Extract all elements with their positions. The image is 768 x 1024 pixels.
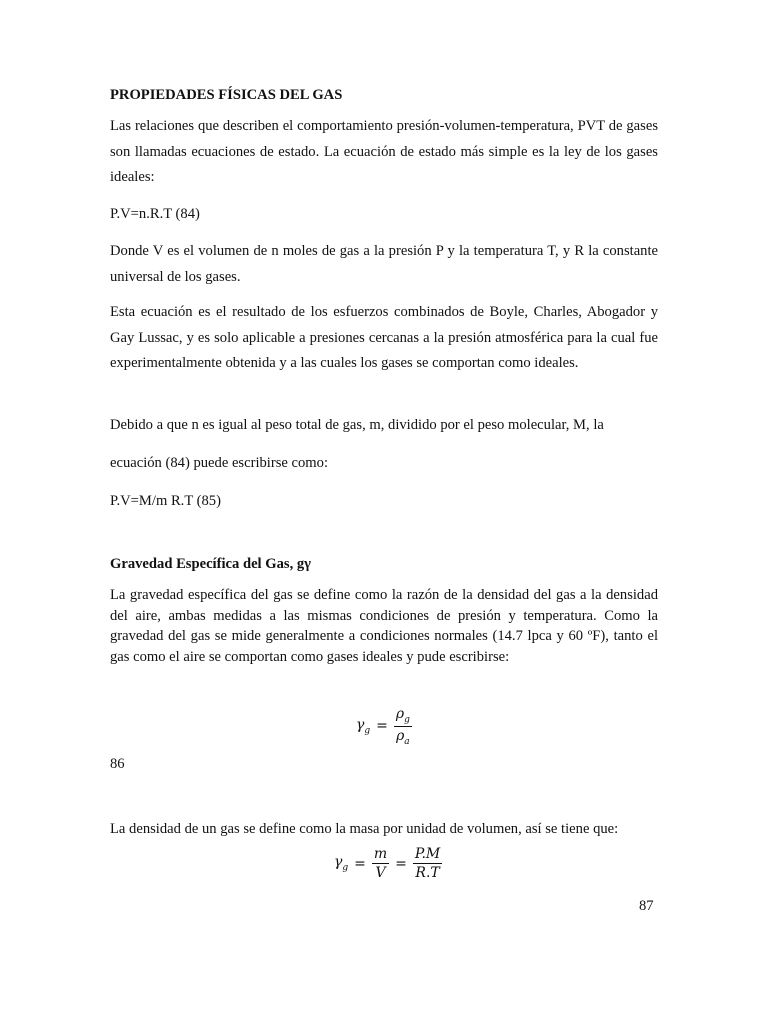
paragraph-rewrite: ecuación (84) puede escribirse como: bbox=[110, 455, 329, 471]
equation-87-number: 87 bbox=[639, 898, 654, 914]
equals-sign: = bbox=[354, 855, 366, 872]
equation-85: P.V=M/m R.T (85) bbox=[110, 493, 221, 509]
density-fraction: $\frac{\rho_g}{\rho_a}$ bbox=[395, 706, 410, 747]
paragraph-molecular-weight: Debido a que n es igual al peso total de gas, m, dividido por el peso molecular, M, la bbox=[110, 417, 604, 433]
equation-84: P.V=n.R.T (84) bbox=[110, 206, 200, 222]
mass-volume-fraction: $\frac{m}{V}$ bbox=[373, 846, 388, 881]
paragraph-history: Esta ecuación es el resultado de los esfuerzos combinados de Boyle, Charles, Abogador y Gay Lussac, y es solo aplicable a presiones cercanas a la presión atmosférica para la cual fue experimentalmente obtenida y a las cuales los gases se comportan como ideales. bbox=[110, 304, 658, 371]
paragraph-variables: Donde V es el volumen de n moles de gas a la presión P y la temperatura T, y R la constante universal de los gases. bbox=[110, 243, 658, 285]
paragraph-intro: Las relaciones que describen el comportamiento presión-volumen-temperatura, PVT de gases son llamadas ecuaciones de estado. La ecuación de estado más simple es la ley de los gases ideales: bbox=[110, 118, 658, 185]
equals-sign: = bbox=[376, 718, 388, 735]
gamma-g-symbol: $\gamma_g$ bbox=[356, 716, 371, 736]
equals-sign: = bbox=[395, 855, 407, 872]
paragraph-density: La densidad de un gas se define como la masa por unidad de volumen, así se tiene que: bbox=[110, 821, 619, 837]
gamma-g-symbol: $\gamma_g$ bbox=[334, 854, 349, 873]
paragraph-gravity-definition: La gravedad específica del gas se define como la razón de la densidad del gas a la densidad del aire, ambas medidas a las mismas condiciones de presión y temperatura. Como la gravedad del gas se mide generalmente a condiciones normales (14.7 lpca y 60 ºF), tanto el gas como el aire se comportan como gases ideales y pude escribirse: bbox=[110, 587, 658, 665]
equation-86 bbox=[356, 706, 412, 747]
section-heading-gravity: Gravedad Específica del Gas, gγ bbox=[110, 556, 311, 572]
page-title: PROPIEDADES FÍSICAS DEL GAS bbox=[110, 87, 343, 103]
equation-87 bbox=[334, 846, 442, 881]
pm-rt-fraction: $\frac{P.M}{R.T}$ bbox=[414, 846, 441, 881]
equation-86-number: 86 bbox=[110, 756, 125, 772]
